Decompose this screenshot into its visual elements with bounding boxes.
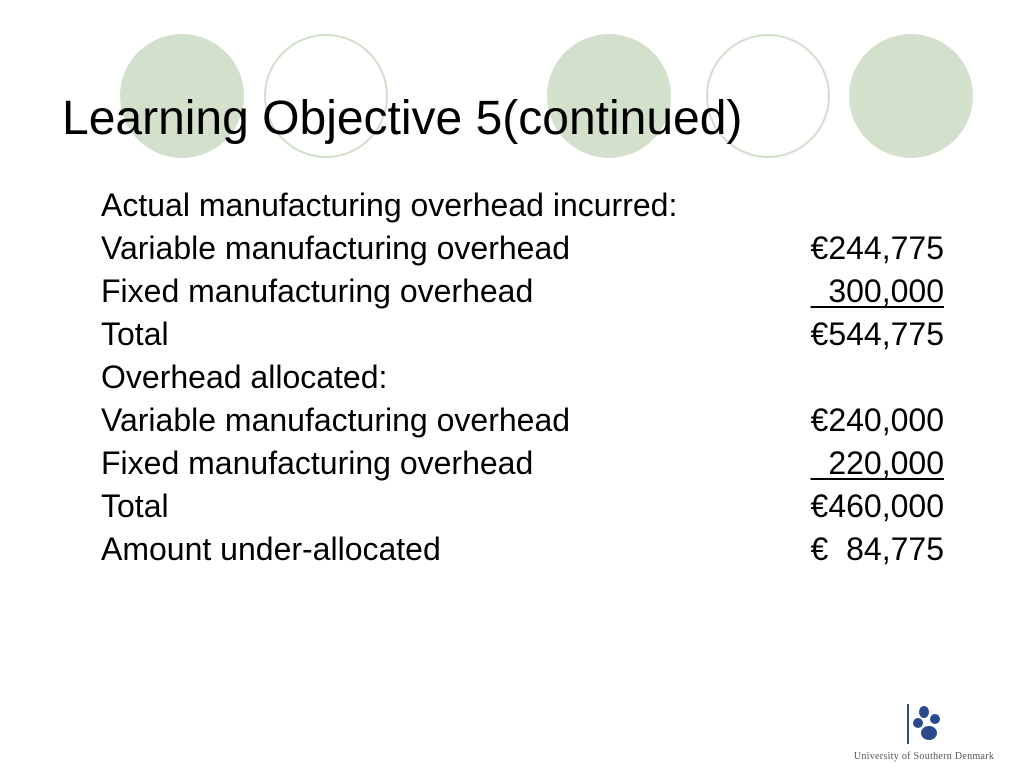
row-under-allocated: [101, 528, 944, 571]
row-allocated-fixed: [101, 442, 944, 485]
row-allocated-variable: [101, 399, 944, 442]
row-label: Fixed manufacturing overhead: [101, 445, 534, 481]
row-value: €460,000: [810, 488, 944, 524]
row-actual-total: [101, 313, 944, 356]
university-logo: [834, 704, 1014, 762]
row-actual-heading: [101, 184, 944, 227]
slide-body: [101, 184, 944, 571]
row-value: 220,000: [810, 445, 944, 481]
row-allocated-heading: [101, 356, 944, 399]
row-label: Variable manufacturing overhead: [101, 230, 571, 266]
row-label: Total: [101, 488, 169, 524]
row-actual-variable: [101, 227, 944, 270]
row-value: 300,000: [810, 273, 944, 309]
leaf-icon: [904, 704, 942, 744]
row-label: Variable manufacturing overhead: [101, 402, 571, 438]
row-value: €244,775: [810, 230, 944, 266]
row-value: €240,000: [810, 402, 944, 438]
row-value: €544,775: [810, 316, 944, 352]
decor-circle-5: [849, 34, 973, 158]
row-allocated-total: [101, 485, 944, 528]
row-label: Fixed manufacturing overhead: [101, 273, 534, 309]
row-actual-fixed: [101, 270, 944, 313]
slide-title: Learning Objective 5(continued): [62, 92, 743, 145]
row-label: Actual manufacturing overhead incurred:: [101, 187, 678, 223]
logo-text: University of Southern Denmark: [853, 751, 995, 762]
row-value: € 84,775: [810, 531, 944, 567]
row-label: Amount under-allocated: [101, 531, 441, 567]
row-label: Overhead allocated:: [101, 359, 388, 395]
row-label: Total: [101, 316, 169, 352]
